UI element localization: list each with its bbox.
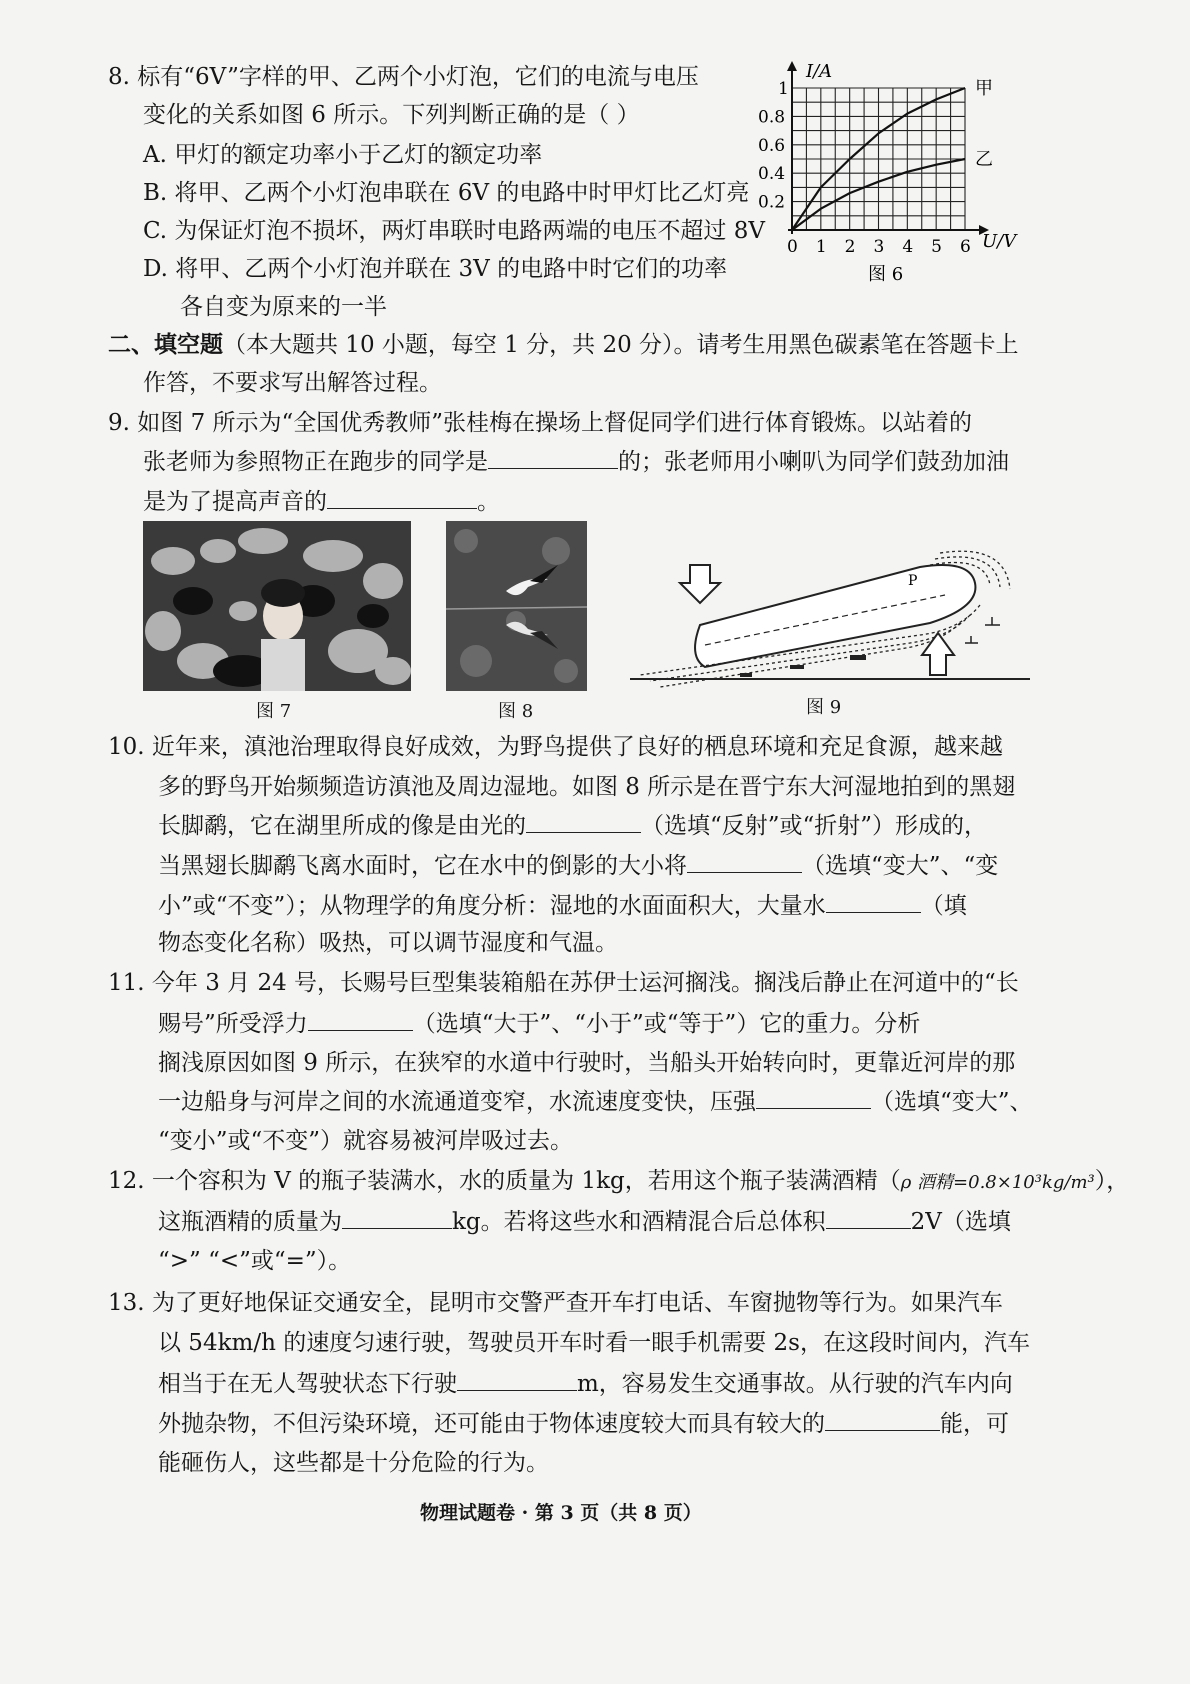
y-axis-label: I/A xyxy=(806,61,833,82)
x-tick-label: 5 xyxy=(931,237,942,257)
q9-blank-1[interactable] xyxy=(488,446,618,469)
q11-line3: 搁浅原因如图 9 所示，在狭窄的水道中行驶时，当船头开始转向时，更靠近河岸的那 xyxy=(158,1050,1016,1076)
q9-text: 是为了提高声音的 xyxy=(143,489,327,515)
q9-blank-2[interactable] xyxy=(327,486,477,509)
q10-line4 xyxy=(158,850,998,881)
y-tick-label: 0.6 xyxy=(758,135,786,156)
y-axis-arrow xyxy=(787,61,797,71)
x-tick-label: 0 xyxy=(787,237,798,257)
x-tick-label: 1 xyxy=(815,237,827,257)
q13-blank-1[interactable] xyxy=(457,1368,577,1391)
figure-6-iv-chart xyxy=(752,55,1032,295)
q12-line2 xyxy=(158,1206,1011,1237)
q9-text: 的；张老师用小喇叭为同学们鼓劲加油 xyxy=(618,449,1009,475)
q10-text: 长脚鹬，它在湖里所成的像是由光的 xyxy=(158,813,526,839)
q12-blank-2[interactable] xyxy=(826,1206,911,1229)
q10-blank-1[interactable] xyxy=(526,810,641,833)
q12-text: 12. 一个容积为 V 的瓶子装满水，水的质量为 1kg，若用这个瓶子装满酒精（ xyxy=(108,1168,901,1194)
figure-7-caption: 图 7 xyxy=(256,701,292,722)
q13-text: 外抛杂物，不但污染环境，还可能由于物体速度较大而具有较大的 xyxy=(158,1411,825,1437)
q12-blank-1[interactable] xyxy=(342,1206,452,1229)
q9-text: 张老师为参照物正在跑步的同学是 xyxy=(143,449,488,475)
q9-line3 xyxy=(143,486,500,517)
q12-line1 xyxy=(108,1166,1129,1198)
y-tick-label: 0.8 xyxy=(758,107,786,128)
q13-line5: 能砸伤人，这些都是十分危险的行为。 xyxy=(158,1450,549,1476)
x-tick-label: 4 xyxy=(902,237,914,257)
q9-line2 xyxy=(143,446,1009,477)
q10-line3 xyxy=(158,810,987,841)
q8-option-d-line2: 各自变为原来的一半 xyxy=(180,294,387,320)
q10-line5 xyxy=(158,890,967,921)
q10-line1: 10. 近年来，滇池治理取得良好成效，为野鸟提供了良好的栖息环境和充足食源，越来越 xyxy=(108,734,1003,760)
q10-line6: 物态变化名称）吸热，可以调节湿度和气温。 xyxy=(158,930,618,956)
q13-line2: 以 54km/h 的速度匀速行驶，驾驶员开车时看一眼手机需要 2s，在这段时间内，汽车 xyxy=(158,1330,1030,1356)
figure-8-photo xyxy=(446,521,587,691)
figure-9-point-label: P xyxy=(908,573,918,589)
q8-option-b: B. 将甲、乙两个小灯泡串联在 6V 的电路中时甲灯比乙灯亮 xyxy=(143,180,750,206)
q11-blank-2[interactable] xyxy=(756,1086,871,1109)
figure-9-ship-diagram xyxy=(630,545,1030,695)
x-tick-label: 2 xyxy=(844,237,856,257)
x-axis-label: U/V xyxy=(982,231,1017,252)
q10-text: （选填“反射”或“折射”）形成的， xyxy=(641,813,988,839)
q11-line5: “变小”或“不变”）就容易被河岸吸过去。 xyxy=(158,1128,574,1154)
q8-stem-line2: 变化的关系如图 6 所示。下列判断正确的是（ ） xyxy=(143,102,640,128)
figure-9-caption: 图 9 xyxy=(806,697,842,718)
q12-text: kg。若将这些水和酒精混合后总体积 xyxy=(452,1209,826,1235)
series-label-2: 乙 xyxy=(975,149,993,170)
figure-6-caption: 图 6 xyxy=(868,264,904,285)
x-tick-label: 6 xyxy=(960,237,971,257)
q11-line1: 11. 今年 3 月 24 号，长赐号巨型集装箱船在苏伊士运河搁浅。搁浅后静止在河道中的“长 xyxy=(108,970,1019,996)
q8-option-d-line1: D. 将甲、乙两个小灯泡并联在 3V 的电路中时它们的功率 xyxy=(143,256,728,282)
q8-stem-line1: 8. 标有“6V”字样的甲、乙两个小灯泡，它们的电流与电压 xyxy=(108,64,699,90)
section-2-heading xyxy=(108,330,1019,360)
q11-blank-1[interactable] xyxy=(308,1008,413,1031)
q12-density-formula: ρ 酒精=0.8×10³kg/m³ xyxy=(900,1172,1095,1193)
q13-line3 xyxy=(158,1368,1013,1399)
q10-text: （选填“变大”、“变 xyxy=(802,853,999,879)
q11-line4 xyxy=(158,1086,1033,1117)
section-2-description-line2: 作答，不要求写出解答过程。 xyxy=(143,370,442,396)
y-tick-label: 1 xyxy=(778,79,789,99)
q11-text: （选填“变大”、 xyxy=(871,1089,1033,1115)
q10-text: 当黑翅长脚鹬飞离水面时，它在水中的倒影的大小将 xyxy=(158,853,687,879)
q13-text: 能，可 xyxy=(940,1411,1009,1437)
q11-text: （选填“大于”、“小于”或“等于”）它的重力。分析 xyxy=(412,1011,921,1037)
q10-text: （填 xyxy=(920,893,967,919)
q12-text: ）， xyxy=(1094,1168,1130,1194)
page-footer: 物理试题卷 · 第 3 页（共 8 页） xyxy=(420,1502,702,1524)
q10-blank-3[interactable] xyxy=(826,890,921,913)
y-tick-label: 0.4 xyxy=(758,164,786,185)
section-2-title: 二、填空题 xyxy=(108,331,223,358)
q13-text: 相当于在无人驾驶状态下行驶 xyxy=(158,1371,457,1397)
q10-text: 小”或“不变”）；从物理学的角度分析：湿地的水面面积大，大量水 xyxy=(158,893,826,919)
figure-7-photo xyxy=(143,521,411,691)
x-tick-label: 3 xyxy=(873,237,885,257)
q12-text: 这瓶酒精的质量为 xyxy=(158,1209,342,1235)
q10-blank-2[interactable] xyxy=(687,850,802,873)
q12-text: 2V（选填 xyxy=(910,1209,1011,1235)
q11-text: 一边船身与河岸之间的水流通道变窄，水流速度变快，压强 xyxy=(158,1089,756,1115)
section-2-description: （本大题共 10 小题，每空 1 分，共 20 分）。请考生用黑色碳素笔在答题卡上 xyxy=(223,332,1019,358)
q11-text: 赐号”所受浮力 xyxy=(158,1011,308,1037)
q8-option-c: C. 为保证灯泡不损坏，两灯串联时电路两端的电压不超过 8V xyxy=(143,218,765,244)
figure-8-caption: 图 8 xyxy=(498,701,534,722)
q10-line2: 多的野鸟开始频频造访滇池及周边湿地。如图 8 所示是在晋宁东大河湿地拍到的黑翅 xyxy=(158,774,1016,800)
q12-line3: “>” “<”或“=”）。 xyxy=(158,1248,352,1274)
q8-option-a: A. 甲灯的额定功率小于乙灯的额定功率 xyxy=(143,142,543,168)
q13-line4 xyxy=(158,1408,1009,1439)
y-tick-label: 0.2 xyxy=(758,192,786,213)
q11-line2 xyxy=(158,1008,920,1039)
q13-blank-2[interactable] xyxy=(825,1408,940,1431)
q13-text: m，容易发生交通事故。从行驶的汽车内向 xyxy=(577,1371,1013,1397)
series-label-1: 甲 xyxy=(975,78,993,99)
q9-line1: 9. 如图 7 所示为“全国优秀教师”张桂梅在操场上督促同学们进行体育锻炼。以站着的 xyxy=(108,410,973,436)
q13-line1: 13. 为了更好地保证交通安全，昆明市交警严查开车打电话、车窗抛物等行为。如果汽车 xyxy=(108,1290,1003,1316)
q9-text: 。 xyxy=(477,489,500,515)
